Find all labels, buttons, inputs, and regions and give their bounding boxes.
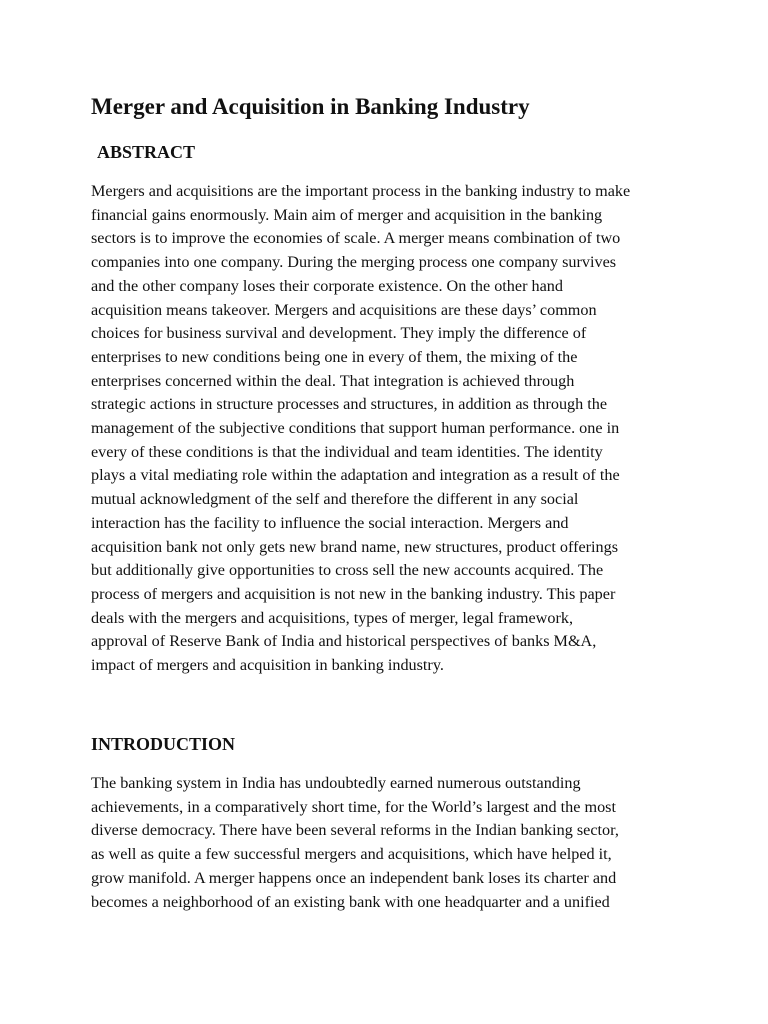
introduction-line: achievements, in a comparatively short time, for the World’s largest and the most <box>91 797 616 816</box>
abstract-line: but additionally give opportunities to cross sell the new accounts acquired. The <box>91 561 604 580</box>
abstract-line: process of mergers and acquisition is not new in the banking industry. This paper <box>91 584 616 603</box>
abstract-line: companies into one company. During the merging process one company survives <box>91 253 617 272</box>
abstract-line: impact of mergers and acquisition in banking industry. <box>91 656 444 675</box>
abstract-line: plays a vital mediating role within the adaptation and integration as a result of the <box>91 466 620 485</box>
abstract-line: approval of Reserve Bank of India and historical perspectives of banks M&A, <box>91 632 597 651</box>
introduction-heading: INTRODUCTION <box>91 734 236 754</box>
abstract-line: interaction has the facility to influence the social interaction. Mergers and <box>91 513 569 532</box>
abstract-line: acquisition means takeover. Mergers and acquisitions are these days’ common <box>91 300 597 319</box>
abstract-line: enterprises to new conditions being one in every of them, the mixing of the <box>91 347 578 366</box>
abstract-line: enterprises concerned within the deal. That integration is achieved through <box>91 371 575 390</box>
abstract-line: Mergers and acquisitions are the important process in the banking industry to make <box>91 182 631 200</box>
abstract-paragraph <box>91 180 691 678</box>
abstract-line: sectors is to improve the economies of scale. A merger means combination of two <box>91 229 621 248</box>
introduction-line: The banking system in India has undoubtedly earned numerous outstanding <box>91 774 581 792</box>
abstract-line: and the other company loses their corporate existence. On the other hand <box>91 276 563 295</box>
abstract-line: choices for business survival and development. They imply the difference of <box>91 324 587 343</box>
abstract-line: management of the subjective conditions that support human performance. one in <box>91 419 620 438</box>
introduction-line: becomes a neighborhood of an existing bank with one headquarter and a unified <box>91 892 610 911</box>
document-title: Merger and Acquisition in Banking Industry <box>91 94 530 119</box>
introduction-paragraph <box>91 772 691 914</box>
introduction-line: diverse democracy. There have been several reforms in the Indian banking sector, <box>91 821 619 840</box>
abstract-line: financial gains enormously. Main aim of merger and acquisition in the banking <box>91 205 603 224</box>
abstract-line: strategic actions in structure processes and structures, in addition as through the <box>91 395 608 414</box>
introduction-line: grow manifold. A merger happens once an independent bank loses its charter and <box>91 868 617 887</box>
abstract-heading: ABSTRACT <box>97 142 196 162</box>
abstract-line: acquisition bank not only gets new brand name, new structures, product offerings <box>91 537 619 556</box>
abstract-line: every of these conditions is that the individual and team identities. The identity <box>91 442 603 461</box>
abstract-line: mutual acknowledgment of the self and therefore the different in any social <box>91 490 579 509</box>
introduction-line: as well as quite a few successful mergers and acquisitions, which have helped it, <box>91 845 612 864</box>
abstract-line: deals with the mergers and acquisitions, types of merger, legal framework, <box>91 608 573 627</box>
